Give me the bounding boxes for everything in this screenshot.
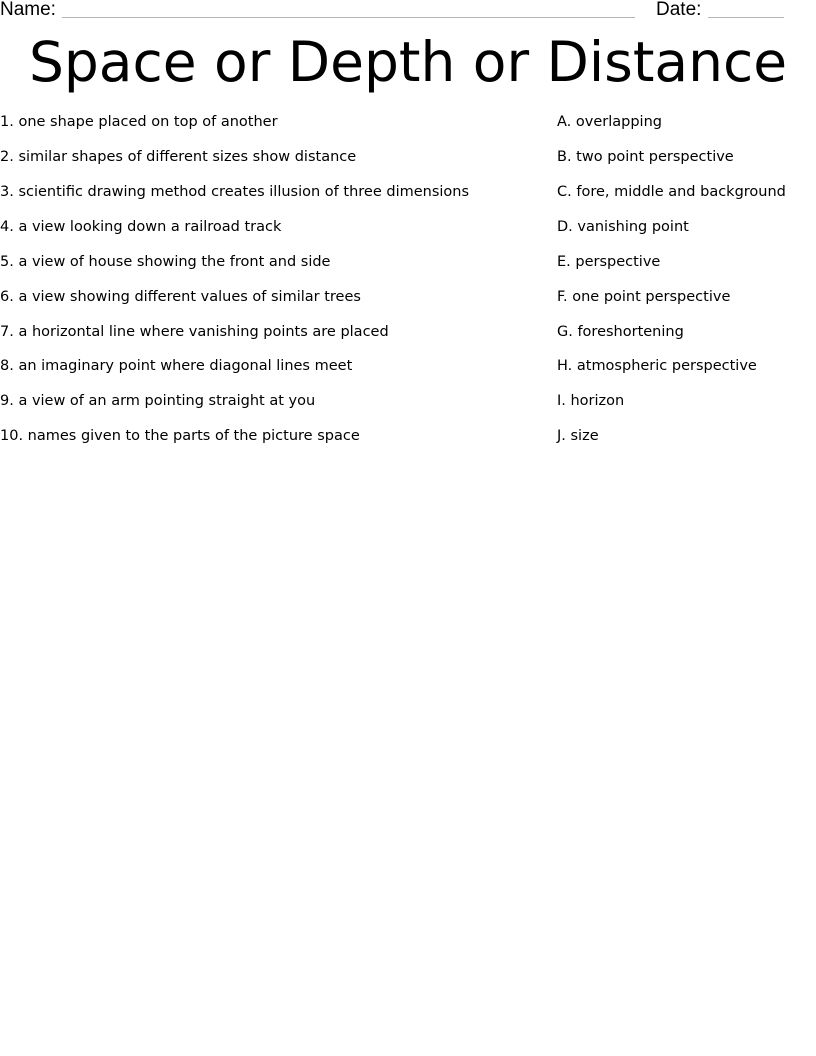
answer-item: I. horizon: [557, 393, 625, 409]
answer-item: D. vanishing point: [557, 219, 689, 235]
answer-item: H. atmospheric perspective: [557, 358, 757, 374]
name-field-line: [62, 17, 635, 18]
question-item: 3. scientific drawing method creates illusion of three dimensions: [0, 184, 470, 200]
answer-item: E. perspective: [557, 254, 661, 270]
answer-item: G. foreshortening: [557, 324, 684, 340]
question-item: 9. a view of an arm pointing straight at you: [0, 393, 316, 409]
answer-item: C. fore, middle and background: [557, 184, 786, 200]
question-item: 8. an imaginary point where diagonal lines meet: [0, 358, 353, 374]
answer-item: B. two point perspective: [557, 149, 734, 165]
question-item: 4. a view looking down a railroad track: [0, 219, 282, 235]
question-item: 1. one shape placed on top of another: [0, 114, 278, 130]
question-item: 7. a horizontal line where vanishing points are placed: [0, 324, 389, 340]
name-label: Name:: [0, 0, 56, 20]
date-label: Date:: [656, 0, 702, 20]
answer-item: F. one point perspective: [557, 289, 731, 305]
question-item: 6. a view showing different values of similar trees: [0, 289, 361, 305]
answer-item: J. size: [557, 428, 599, 444]
answer-item: A. overlapping: [557, 114, 662, 130]
question-item: 10. names given to the parts of the picture space: [0, 428, 360, 444]
question-item: 5. a view of house showing the front and side: [0, 254, 331, 270]
question-item: 2. similar shapes of different sizes show distance: [0, 149, 357, 165]
worksheet-title: Space or Depth or Distance: [28, 30, 788, 94]
date-field-line: [708, 17, 784, 18]
worksheet-header: [0, 0, 816, 24]
